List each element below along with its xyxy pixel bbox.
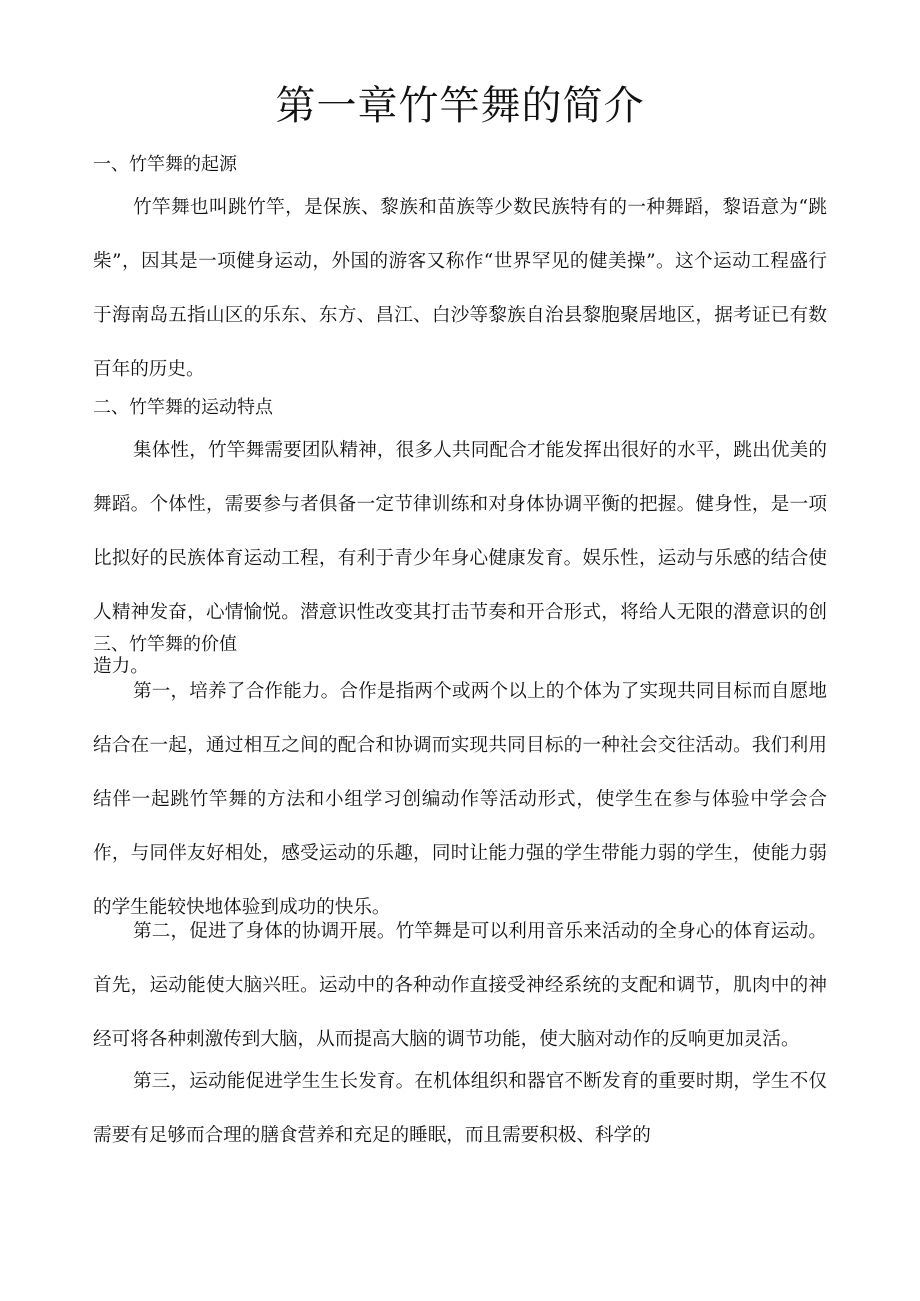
paragraph-value-cooperation: 第一，培养了合作能力。合作是指两个或两个以上的个体为了实现共同目标而自愿地结合在一起，通过相互之间的配合和协调而实现共同目标的一种社会交往活动。我们利用结伴一起跳竹竿舞的方法和小组学习创编动作等活动形式，使学生在参与体验中学会合作，与同伴友好相处，感受运动的乐趣，同时让能力强的学生带能力弱的学生，使能力弱的学生能较快地体验到成功的快乐。 [93, 681, 827, 918]
page-title: 第一章竹竿舞的简介 [275, 83, 645, 129]
section-heading-origin: 一、竹竿舞的起源 [93, 154, 237, 175]
paragraph-value-growth: 第三，运动能促进学生生长发育。在机体组织和器官不断发育的重要时期，学生不仅需要有足够而合理的膳食营养和充足的睡眠，而且需要积极、科学的 [93, 1071, 827, 1146]
paragraph-value-coordination: 第二，促进了身体的协调开展。竹竿舞是可以利用音乐来活动的全身心的体育运动。首先，运动能使大脑兴旺。运动中的各种动作直接受神经系统的支配和调节，肌肉中的神经可将各种刺激传到大脑，从而提高大脑的调节功能，使大脑对动作的反响更加灵活。 [93, 921, 827, 1050]
section-heading-value: 三、竹竿舞的价值 [93, 634, 237, 655]
paragraph-origin: 竹竿舞也叫跳竹竿，是保族、黎族和苗族等少数民族特有的一种舞蹈，黎语意为“跳柴”，因其是一项健身运动，外国的游客又称作“世界罕见的健美操”。这个运动工程盛行于海南岛五指山区的乐东、东方、昌江、白沙等黎族自治县黎胞聚居地区，据考证已有数百年的历史。 [93, 197, 827, 380]
section-heading-features: 二、竹竿舞的运动特点 [93, 397, 273, 418]
paragraph-features: 集体性，竹竿舞需要团队精神，很多人共同配合才能发挥出很好的水平，跳出优美的舞蹈。个体性，需要参与者俱备一定节律训练和对身体协调平衡的把握。健身性，是一项比拟好的民族体育运动工程，有利于青少年身心健康发育。娱乐性，运动与乐感的结合使人精神发奋，心情愉悦。潜意识性改变其打击节奏和开合形式，将给人无限的潜意识的创造力。 [93, 440, 827, 677]
